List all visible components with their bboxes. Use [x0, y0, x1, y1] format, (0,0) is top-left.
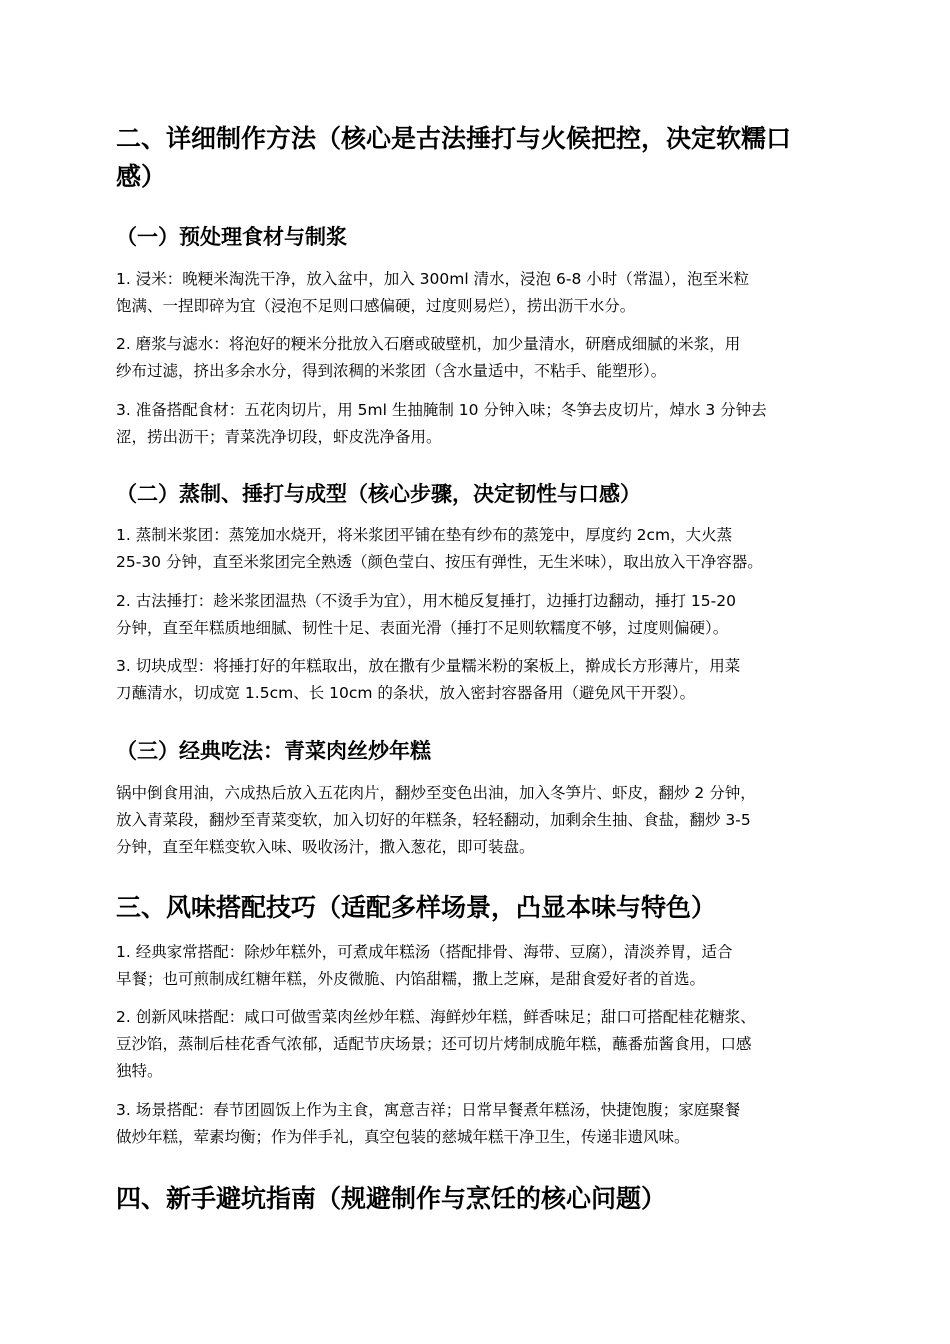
text-line: 2. 古法捶打：趁米浆团温热（不烫手为宜），用木槌反复捶打，边捶打边翻动，捶打 15-20	[116, 592, 736, 610]
paragraph-steam	[116, 522, 838, 576]
paragraph-soak-rice	[116, 266, 838, 320]
paragraph-pound	[116, 588, 838, 642]
text-line: 3. 场景搭配：春节团圆饭上作为主食，寓意吉祥；日常早餐煮年糕汤，快捷饱腹；家庭聚餐	[116, 1101, 741, 1119]
paragraph-prepare-ingredients	[116, 397, 838, 451]
text-line: 1. 经典家常搭配：除炒年糕外，可煮成年糕汤（搭配排骨、海带、豆腐），清淡养胃，适合	[116, 943, 733, 961]
subsection-heading-prep: （一）预处理食材与制浆	[116, 225, 347, 249]
text-line: 分钟，直至年糕变软入味、吸收汤汁，撒入葱花，即可装盘。	[116, 838, 535, 856]
paragraph-stir-fry	[116, 780, 838, 861]
text-line: 放入青菜段，翻炒至青菜变软，加入切好的年糕条，轻轻翻动，加剩余生抽、食盐，翻炒 3-5	[116, 811, 751, 829]
paragraph-classic-pairing	[116, 939, 838, 993]
paragraph-grind-filter	[116, 331, 838, 385]
text-line: 锅中倒食用油，六成热后放入五花肉片，翻炒至变色出油，加入冬笋片、虾皮，翻炒 2 分钟，	[116, 784, 756, 802]
text-line: 1. 蒸制米浆团：蒸笼加水烧开，将米浆团平铺在垫有纱布的蒸笼中，厚度约 2cm，大火蒸	[116, 526, 733, 544]
text-line: 纱布过滤，挤出多余水分，得到浓稠的米浆团（含水量适中，不粘手、能塑形）。	[116, 362, 667, 380]
text-line: 饱满、一捏即碎为宜（浸泡不足则口感偏硬，过度则易烂），捞出沥干水分。	[116, 297, 636, 315]
text-line: 刀蘸清水，切成宽 1.5cm、长 10cm 的条状，放入密封容器备用（避免风干开裂）。	[116, 684, 696, 702]
text-line: 涩，捞出沥干；青菜洗净切段，虾皮洗净备用。	[116, 428, 442, 446]
text-line: 3. 准备搭配食材：五花肉切片，用 5ml 生抽腌制 10 分钟入味；冬笋去皮切片，焯水 3 分钟去	[116, 401, 767, 419]
text-line: 早餐；也可煎制成红糖年糕，外皮微脆、内馅甜糯，撒上芝麻，是甜食爱好者的首选。	[116, 970, 706, 988]
text-line: 独特。	[116, 1062, 163, 1080]
text-line: 2. 创新风味搭配：咸口可做雪菜肉丝炒年糕、海鲜炒年糕，鲜香味足；甜口可搭配桂花糖浆、	[116, 1008, 756, 1026]
text-line: 豆沙馅，蒸制后桂花香气浓郁，适配节庆场景；还可切片烤制成脆年糕，蘸番茄酱食用，口感	[116, 1035, 752, 1053]
paragraph-creative-pairing	[116, 1004, 838, 1085]
paragraph-cut-shape	[116, 653, 838, 707]
section-heading-method	[116, 120, 836, 196]
section-heading-beginner-guide: 四、新手避坑指南（规避制作与烹饪的核心问题）	[116, 1184, 667, 1213]
subsection-heading-classic-dish: （三）经典吃法：青菜肉丝炒年糕	[116, 739, 431, 763]
text-line: 分钟，直至年糕质地细腻、韧性十足、表面光滑（捶打不足则软糯度不够，过度则偏硬）。	[116, 619, 729, 637]
paragraph-scenario-pairing	[116, 1097, 838, 1151]
heading-line: 感）	[116, 162, 167, 191]
subsection-heading-steam-pound: （二）蒸制、捶打与成型（核心步骤，决定韧性与口感）	[116, 482, 641, 506]
text-line: 3. 切块成型：将捶打好的年糕取出，放在撒有少量糯米粉的案板上，擀成长方形薄片，用菜	[116, 657, 741, 675]
heading-line: 二、详细制作方法（核心是古法捶打与火候把控，决定软糯口	[116, 124, 792, 153]
section-heading-pairing: 三、风味搭配技巧（适配多样场景，凸显本味与特色）	[116, 893, 717, 922]
text-line: 1. 浸米：晚粳米淘洗干净，放入盆中，加入 300ml 清水，浸泡 6-8 小时（常温），泡至米粒	[116, 270, 749, 288]
text-line: 2. 磨浆与滤水：将泡好的粳米分批放入石磨或破壁机，加少量清水，研磨成细腻的米浆，用	[116, 335, 741, 353]
text-line: 做炒年糕，荤素均衡；作为伴手礼，真空包装的慈城年糕干净卫生，传递非遗风味。	[116, 1128, 690, 1146]
text-line: 25-30 分钟，直至米浆团完全熟透（颜色莹白、按压有弹性，无生米味），取出放入干净容器。	[116, 553, 763, 571]
